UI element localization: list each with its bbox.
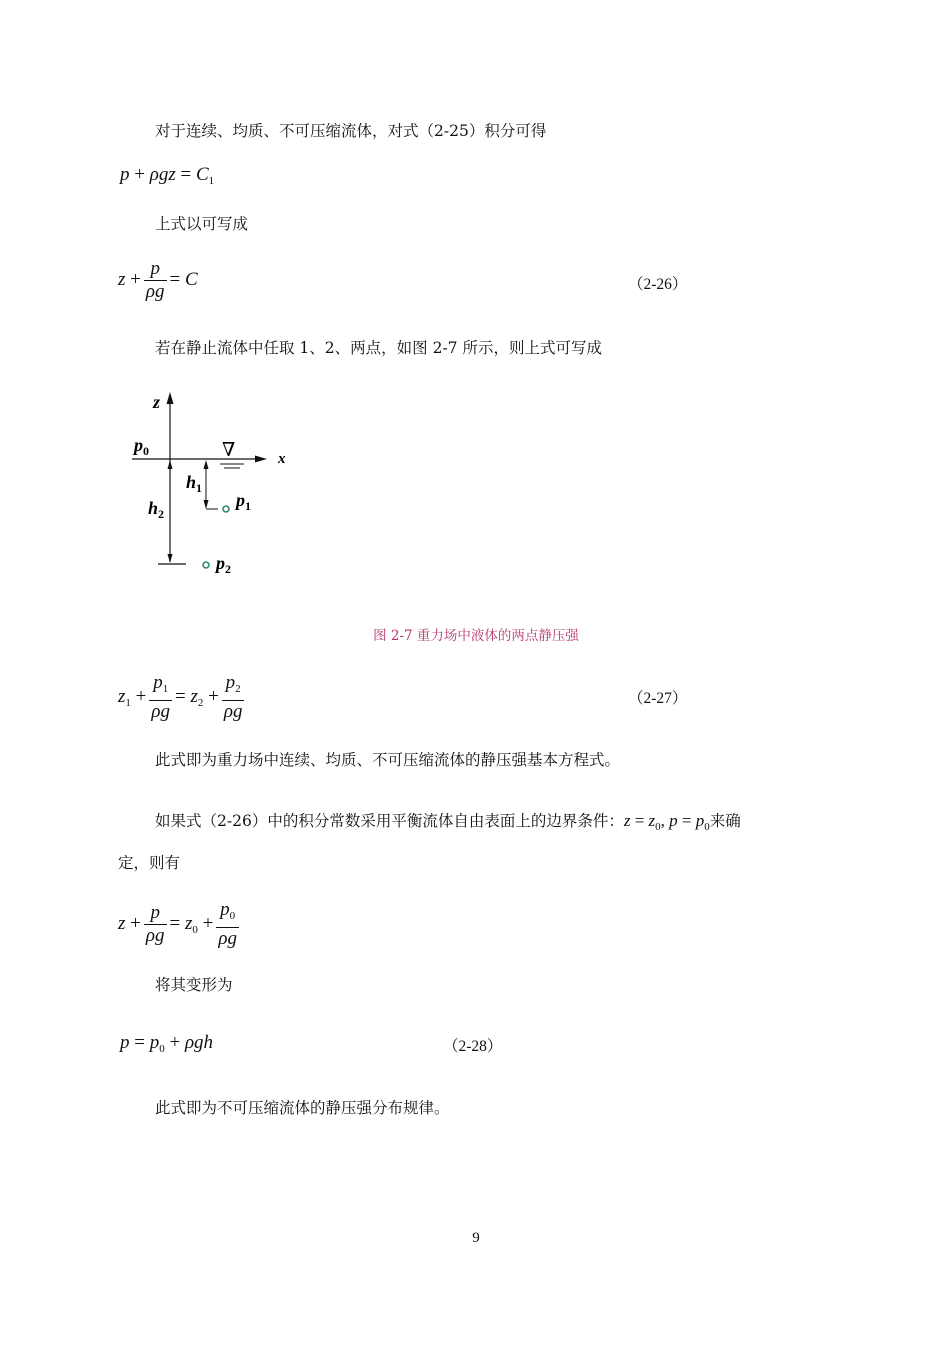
h1-arrow-down xyxy=(204,500,209,509)
paragraph-1: 对于连续、均质、不可压缩流体，对式（2-25）积分可得 xyxy=(155,122,547,140)
equation-boundary: z + $\frac{p}{\rho g}$ = $z_0$ + $\frac{p_0}{\rho g}$ xyxy=(118,899,237,949)
equation-number-2-26: （2-26） xyxy=(628,276,688,293)
paragraph-5-continued: 定，则有 xyxy=(118,854,181,872)
p0-label: $p_0$ xyxy=(134,435,149,458)
paragraph-6: 将其变形为 xyxy=(155,976,233,994)
h1-label: $h_1$ xyxy=(186,472,203,495)
free-surface-icon: ∇ xyxy=(222,440,236,461)
paragraph-5-post: 来确 xyxy=(709,812,741,830)
page-number: 9 xyxy=(472,1230,480,1246)
h1-arrow-up xyxy=(204,460,209,469)
paragraph-3: 若在静止流体中任取 1、2、两点，如图 2-7 所示，则上式可写成 xyxy=(155,339,602,357)
z-axis-label: z xyxy=(153,392,161,412)
p2-label: $p_2$ xyxy=(216,553,231,576)
equation-number-2-27: （2-27） xyxy=(628,690,688,707)
equation-2-28: $p = p_0 + \rho gh$ xyxy=(120,1032,214,1055)
equation-number-2-28: （2-28） xyxy=(443,1038,503,1055)
equation-integral: $p + \rho gz = C_1$ xyxy=(120,164,215,187)
z-axis-arrow xyxy=(167,392,174,404)
paragraph-5-pre: 如果式（2-26）中的积分常数采用平衡流体自由表面上的边界条件： xyxy=(155,812,624,830)
h2-arrow-up xyxy=(168,460,173,469)
figure-2-7 xyxy=(120,388,320,588)
h2-arrow-down xyxy=(168,554,173,563)
equation-2-27: $z_1$ + $\frac{p_1}{\rho g}$ = $z_2$ + $\frac{p_2}{\rho g}$ xyxy=(118,672,243,722)
x-axis-label: x xyxy=(278,451,286,467)
paragraph-2: 上式以可写成 xyxy=(155,215,249,233)
equation-2-26: z + $\frac{p}{\rho g}$ = C xyxy=(118,258,198,302)
figure-caption: 图 2-7 重力场中液体的两点静压强 xyxy=(373,628,579,644)
paragraph-7: 此式即为不可压缩流体的静压强分布规律。 xyxy=(155,1099,450,1117)
paragraph-4: 此式即为重力场中连续、均质、不可压缩流体的静压强基本方程式。 xyxy=(155,751,621,769)
boundary-condition: $z = z_0$, $p = p_0$ xyxy=(623,811,710,833)
x-axis-arrow xyxy=(255,456,267,463)
h2-label: $h_2$ xyxy=(148,498,165,521)
paragraph-5 xyxy=(155,811,741,837)
point-1 xyxy=(223,506,229,512)
point-2 xyxy=(203,562,209,568)
p1-label: $p_1$ xyxy=(236,490,251,513)
